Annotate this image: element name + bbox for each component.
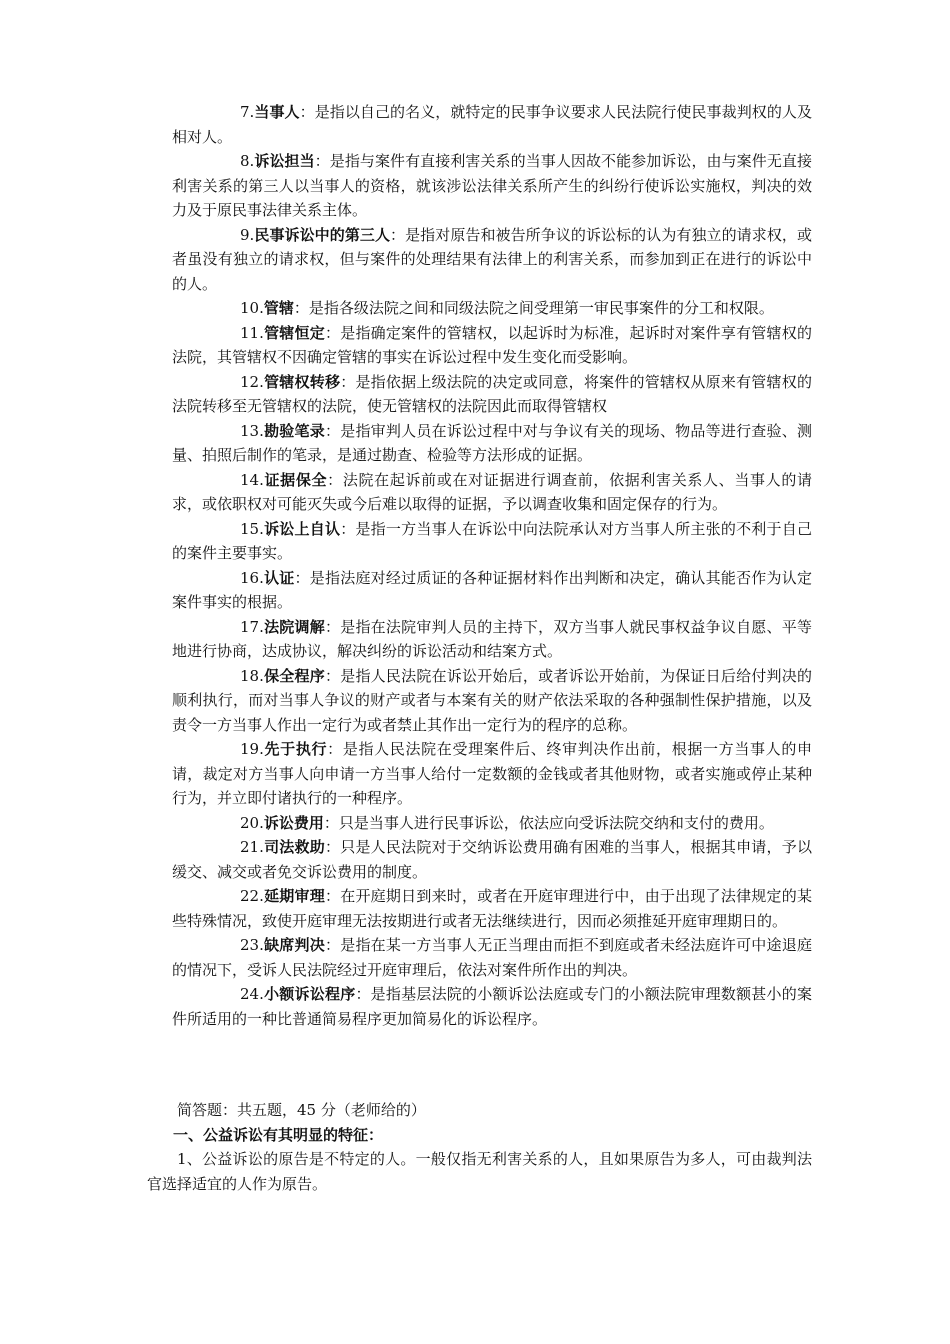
entry-term: 认证 [263, 568, 295, 587]
entry-term: 勘验笔录 [263, 421, 325, 440]
entry-separator: ： [327, 470, 343, 489]
entry-separator: ： [324, 887, 341, 905]
entry-term: 管辖 [263, 299, 294, 317]
entry-definition: 法院在起诉前或在对证据进行调查前，依据利害关系人、当事人的请求，或依职权对可能灭失或今后难以取得的证据，予以调查收集和固定保存的行为。 [172, 470, 812, 513]
entry-term: 民事诉讼中的第三人 [254, 225, 391, 244]
entry-separator: ： [327, 740, 343, 758]
glossary-entry [172, 615, 812, 664]
glossary-entry [172, 737, 812, 811]
glossary-entry [172, 419, 812, 468]
entry-number: 16. [240, 568, 264, 587]
entry-definition: 是指审判人员在诉讼过程中对与争议有关的现场、物品等进行查验、测量、拍照后制作的笔录，是通过勘查、检验等方法形成的证据。 [172, 421, 812, 464]
entry-number: 22. [240, 887, 264, 905]
entry-term: 管辖权转移 [263, 372, 341, 391]
entry-definition: 是指依据上级法院的决定或同意，将案件的管辖权从原来有管辖权的法院转移至无管辖权的法院，使无管辖权的法院因此而取得管辖权 [172, 372, 812, 415]
entry-number: 9. [240, 225, 255, 244]
entry-definition: 只是当事人进行民事诉讼，依法应向受诉法院交纳和支付的费用。 [338, 813, 774, 832]
entry-term: 诉讼上自认 [263, 519, 341, 538]
glossary-entry [172, 296, 812, 321]
entry-definition: 是指确定案件的管辖权，以起诉时为标准，起诉时对案件享有管辖权的法院，其管辖权不因确定管辖的事实在诉讼过程中发生变化而受影响。 [172, 323, 812, 366]
entry-separator: ： [324, 936, 341, 954]
entry-number: 12. [240, 372, 264, 391]
glossary-entry [172, 468, 812, 517]
glossary-entry [172, 982, 812, 1031]
entry-separator: ： [323, 813, 339, 832]
glossary-entry [172, 321, 812, 370]
entry-number: 14. [240, 470, 264, 489]
glossary-entry [172, 933, 812, 982]
short-answer-section [147, 1098, 812, 1196]
entry-term: 诉讼担当 [254, 152, 315, 170]
entry-term: 小额诉讼程序 [263, 985, 356, 1003]
entry-term: 司法救助 [263, 838, 325, 856]
entry-definition: 是指在某一方当事人无正当理由而拒不到庭或者未经法庭许可中途退庭的情况下，受诉人民法院经过开庭审理后，依法对案件所作出的判决。 [172, 936, 812, 979]
entry-number: 8. [240, 152, 255, 170]
entry-separator: ： [324, 421, 341, 440]
entry-number: 20. [240, 813, 264, 832]
entry-definition: 是指基层法院的小额诉讼法庭或专门的小额法院审理数额甚小的案件所适用的一种比普通简易程序更加简易化的诉讼程序。 [172, 985, 812, 1028]
entry-number: 23. [240, 936, 264, 954]
entry-definition: 是指与案件有直接利害关系的当事人因故不能参加诉讼，由与案件无直接利害关系的第三人以当事人的资格，就该涉讼法律关系所产生的纠纷行使诉讼实施权，判决的效力及于原民事法律关系主体。 [172, 152, 812, 219]
entry-separator: ： [324, 617, 341, 636]
glossary-entries [172, 100, 812, 1031]
entry-separator: ： [324, 838, 341, 856]
entry-number: 24. [240, 985, 264, 1003]
entry-number: 11. [240, 323, 264, 342]
entry-separator: ： [324, 666, 341, 685]
glossary-entry [172, 370, 812, 419]
entry-term: 缺席判决 [263, 936, 325, 954]
glossary-entry [172, 149, 812, 223]
entry-definition: 是指各级法院之间和同级法院之间受理第一审民事案件的分工和权限。 [308, 299, 774, 317]
entry-term: 保全程序 [263, 666, 325, 685]
entry-definition: 是指以自己的名义，就特定的民事争议要求人民法院行使民事裁判权的人及相对人。 [172, 103, 812, 146]
short-answer-intro: 简答题：共五题，45 分（老师给的） [177, 1101, 426, 1119]
entry-separator: ： [299, 103, 315, 121]
glossary-entry [172, 811, 812, 836]
entry-term: 法院调解 [263, 617, 325, 636]
entry-number: 10. [240, 299, 264, 317]
entry-separator: ： [340, 519, 356, 538]
entry-number: 21. [240, 838, 264, 856]
entry-number: 17. [240, 617, 264, 636]
entry-definition: 只是人民法院对于交纳诉讼费用确有困难的当事人，根据其申请，予以缓交、减交或者免交诉讼费用的制度。 [172, 838, 812, 881]
glossary-entry [172, 884, 812, 933]
entry-number: 18. [240, 666, 264, 685]
entry-number: 13. [240, 421, 264, 440]
glossary-entry [172, 517, 812, 566]
entry-term: 先于执行 [263, 740, 328, 758]
glossary-entry [172, 223, 812, 297]
glossary-entry [172, 566, 812, 615]
entry-number: 7. [240, 103, 255, 121]
entry-term: 当事人 [254, 103, 300, 121]
short-answer-heading: 一、公益诉讼有其明显的特征： [173, 1125, 384, 1144]
glossary-entry [172, 100, 812, 149]
entry-separator: ： [294, 568, 310, 587]
entry-definition: 是指人民法院在受理案件后、终审判决作出前，根据一方当事人的申请，裁定对方当事人向申请一方当事人给付一定数额的金钱或者其他财物，或者实施或停止某种行为，并立即付诸执行的一种程序。 [172, 740, 812, 807]
short-answer-point: 1、公益诉讼的原告是不特定的人。一般仅指无利害关系的人，且如果原告为多人，可由裁判法官选择适宜的人作为原告。 [147, 1150, 812, 1193]
entry-definition: 是指对原告和被告所争议的诉讼标的认为有独立的请求权，或者虽没有独立的请求权，但与案件的处理结果有法律上的利害关系，而参加到正在进行的诉讼中的人。 [172, 225, 812, 293]
entry-separator: ： [390, 225, 406, 244]
entry-separator: ： [324, 323, 341, 342]
entry-separator: ： [293, 299, 309, 317]
glossary-entry [172, 664, 812, 738]
entry-term: 延期审理 [263, 887, 325, 905]
entry-definition: 是指法庭对经过质证的各种证据材料作出判断和决定，确认其能否作为认定案件事实的根据。 [172, 568, 812, 611]
entry-number: 15. [240, 519, 264, 538]
entry-separator: ： [340, 372, 356, 391]
entry-term: 诉讼费用 [263, 813, 324, 832]
entry-definition: 在开庭期日到来时，或者在开庭审理进行中，由于出现了法律规定的某些特殊情况，致使开庭审理无法按期进行或者无法继续进行，因而必须推延开庭审理期日的。 [172, 887, 812, 930]
glossary-entry [172, 835, 812, 884]
entry-separator: ： [314, 152, 330, 170]
entry-separator: ： [355, 985, 371, 1003]
entry-term: 管辖恒定 [263, 323, 325, 342]
entry-term: 证据保全 [263, 470, 328, 489]
entry-definition: 是指在法院审判人员的主持下，双方当事人就民事权益争议自愿、平等地进行协商，达成协议，解决纠纷的诉讼活动和结案方式。 [172, 617, 812, 660]
entry-definition: 是指一方当事人在诉讼中向法院承认对方当事人所主张的不利于自己的案件主要事实。 [172, 519, 812, 562]
entry-number: 19. [240, 740, 264, 758]
entry-definition: 是指人民法院在诉讼开始后，或者诉讼开始前，为保证日后给付判决的顺利执行，而对当事人争议的财产或者与本案有关的财产依法采取的各种强制性保护措施，以及责令一方当事人作出一定行为或者禁止其作出一定行为的程序的总称。 [172, 666, 812, 734]
